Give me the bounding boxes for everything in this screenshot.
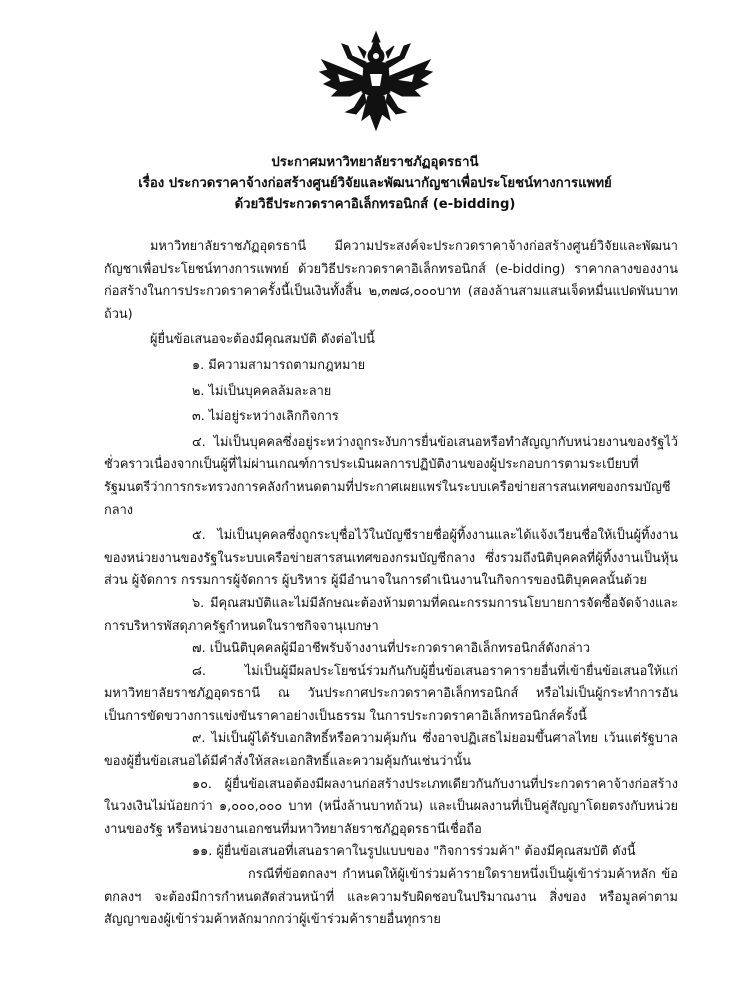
qualification-item: ๕. ไม่เป็นบุคคลซึ่งถูกระบุชื่อไว้ในบัญชีรายชื่อผู้ทิ้งงานและได้แจ้งเวียนชื่อให้เป็นผู้ทิ้งงานของหน่วยงานของรัฐในระบบเครือข่ายสารสนเทศของกรมบัญชีกลาง ซึ่งรวมถึงนิติบุคคลที่ผู้ทิ้งงานเป็นหุ้นส่วน ผู้จัดการ กรรมการผู้จัดการ ผู้บริหาร ผู้มีอำนาจในการดำเนินงานในกิจการของนิติบุคคลนั้นด้วย — [104, 528, 678, 589]
qualification-item: ๑๐. ผู้ยื่นข้อเสนอต้องมีผลงานก่อสร้างประเภทเดียวกันกับงานที่ประกวดราคาจ้างก่อสร้างในวงเงินไม่น้อยกว่า ๑,๐๐๐,๐๐๐ บาท (หนึ่งล้านบาทถ้วน) และเป็นผลงานที่เป็นคู่สัญญาโดยตรงกับหน่วยงานของรัฐ หรือหน่วยงานเอกชนที่มหาวิทยาลัยราชภัฏอุดรธานีเชื่อถือ — [104, 776, 678, 837]
announcement-body — [104, 236, 678, 932]
qualification-item: ๘. ไม่เป็นผู้มีผลประโยชน์ร่วมกันกับผู้ยื่นข้อเสนอราคารายอื่นที่เข้ายื่นข้อเสนอให้แก่มหาวิทยาลัยราชภัฏอุดรธานี ณ วันประกาศประกวดราคาอิเล็กทรอนิกส์ หรือไม่เป็นผู้กระทำการอันเป็นการขัดขวางการแข่งขันราคาอย่างเป็นธรรม ในการประกวดราคาอิเล็กทรอนิกส์ครั้งนี้ — [104, 663, 678, 724]
qualifications-heading: ผู้ยื่นข้อเสนอจะต้องมีคุณสมบัติ ดังต่อไปนี้ — [150, 332, 375, 348]
qualification-item: ๖. มีคุณสมบัติและไม่มีลักษณะต้องห้ามตามที่คณะกรรมการนโยบายการจัดซื้อจัดจ้างและการบริหารพัสดุภาครัฐกำหนดในราชกิจจานุเบกษา — [104, 595, 678, 634]
qualification-item: ๙. ไม่เป็นผู้ได้รับเอกสิทธิ์หรือความคุ้มกัน ซึ่งอาจปฏิเสธไม่ยอมขึ้นศาลไทย เว้นแต่รัฐบาลของผู้ยื่นข้อเสนอได้มีคำสั่งให้สละเอกสิทธิ์และความคุ้มกันเช่นว่านั้น — [104, 731, 678, 770]
qualification-item: ๒. ไม่เป็นบุคคลล้มละลาย — [192, 383, 332, 399]
qualification-item: ๔. ไม่เป็นบุคคลซึ่งอยู่ระหว่างถูกระงับการยื่นข้อเสนอหรือทำสัญญากับหน่วยงานของรัฐไว้ชั่วคราวเนื่องจากเป็นผู้ที่ไม่ผ่านเกณฑ์การประเมินผลการปฏิบัติงานของผู้ประกอบการตามระเบียบที่รัฐมนตรีว่าการกระทรวงการคลังกำหนดตามที่ประกาศเผยแพร่ในระบบเครือข่ายสารสนเทศของกรมบัญชีกลาง — [104, 434, 678, 518]
qualification-item: ๑. มีความสามารถตามกฎหมาย — [192, 357, 366, 373]
qualification-item: ๓. ไม่อยู่ระหว่างเลิกกิจการ — [192, 409, 339, 425]
qualification-item: ๗. เป็นนิติบุคคลผู้มีอาชีพรับจ้างงานที่ประกวดราคาอิเล็กทรอนิกส์ดังกล่าว — [192, 641, 591, 657]
announcement-method: ด้วยวิธีประกวดราคาอิเล็กทรอนิกส์ (e-bidding) — [234, 197, 516, 212]
announcement-header — [60, 152, 690, 215]
announcement-title: ประกาศมหาวิทยาลัยราชภัฏอุดรธานี — [271, 155, 479, 170]
joint-venture-clause: กรณีที่ข้อตกลงฯ กำหนดให้ผู้เข้าร่วมค้ารายใดรายหนึ่งเป็นผู้เข้าร่วมค้าหลัก ข้อตกลงฯ จะต้องมีการกำหนดสัดส่วนหน้าที่ และความรับผิดชอบในปริมาณงาน สิ่งของ หรือมูลค่าตามสัญญาของผู้เข้าร่วมค้าหลักมากกว่าผู้เข้าร่วมค้ารายอื่นทุกราย — [104, 867, 678, 928]
garuda-emblem-icon — [318, 30, 434, 138]
qualification-item: ๑๑. ผู้ยื่นข้อเสนอที่เสนอราคาในรูปแบบของ "กิจการร่วมค้า" ต้องมีคุณสมบัติ ดังนี้ — [192, 844, 636, 860]
intro-paragraph: มหาวิทยาลัยราชภัฏอุดรธานี มีความประสงค์จะประกวดราคาจ้างก่อสร้างศูนย์วิจัยและพัฒนากัญชาเพื่อประโยชน์ทางการแพทย์ ด้วยวิธีประกวดราคาอิเล็กทรอนิกส์ (e-bidding) ราคากลางของงานก่อสร้างในการประกวดราคาครั้งนี้เป็นเงินทั้งสิ้น ๒,๓๗๘,๐๐๐บาท (สองล้านสามแสนเจ็ดหมื่นแปดพันบาทถ้วน) — [104, 239, 678, 322]
announcement-subject: เรื่อง ประกวดราคาจ้างก่อสร้างศูนย์วิจัยและพัฒนากัญชาเพื่อประโยชน์ทางการแพทย์ — [138, 176, 612, 191]
